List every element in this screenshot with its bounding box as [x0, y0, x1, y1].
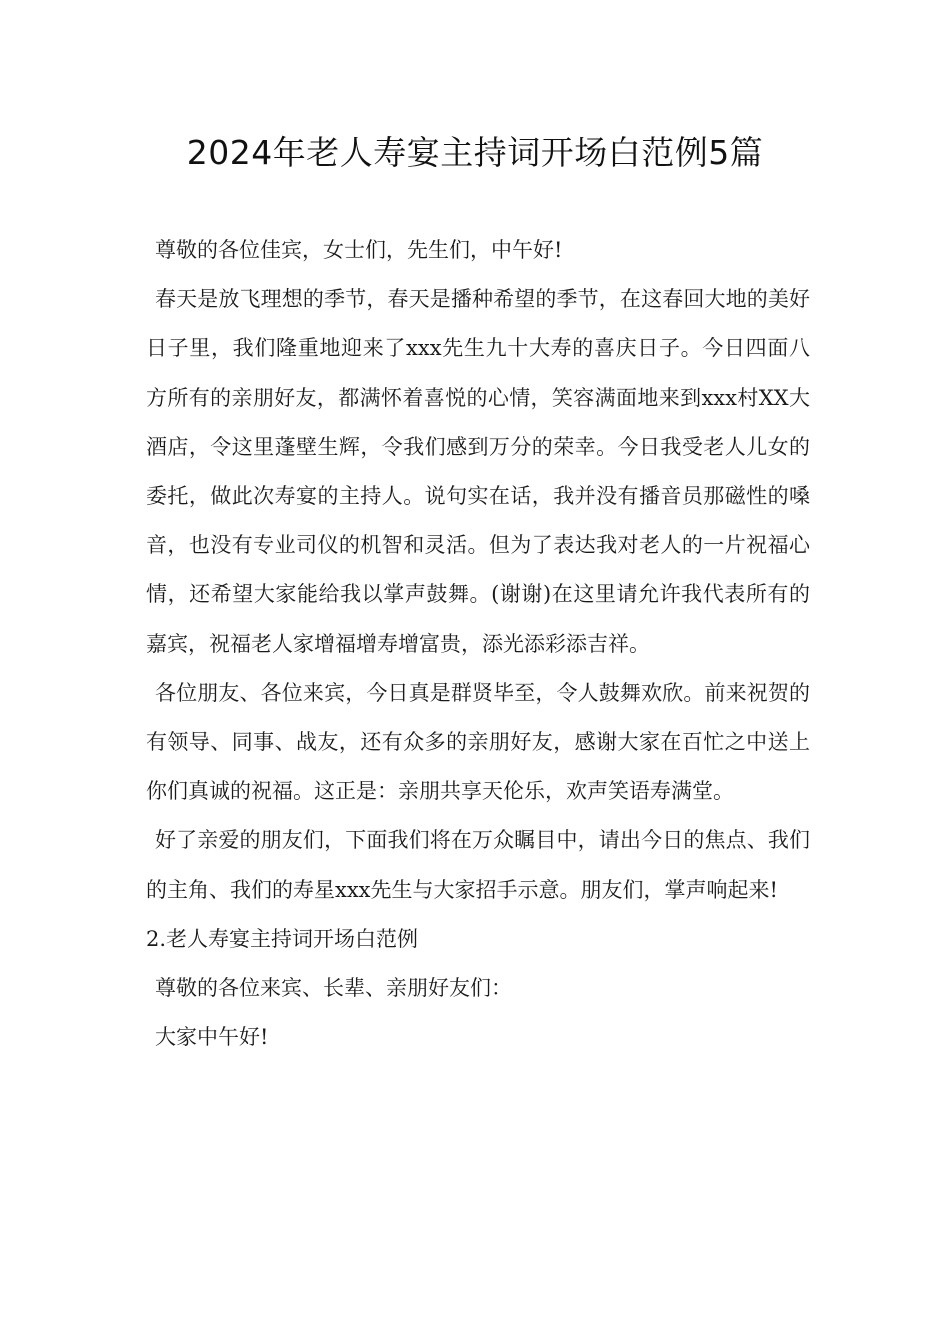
- paragraph-introduction: 好了亲爱的朋友们，下面我们将在万众瞩目中，请出今日的焦点、我们的主角、我们的寿星xxx先生与大家招手示意。朋友们，掌声响起来!: [146, 828, 810, 902]
- paragraph-salutation: 尊敬的各位来宾、长辈、亲朋好友们：: [155, 976, 512, 1001]
- section-heading: 2.老人寿宴主持词开场白范例: [146, 926, 419, 951]
- paragraph-greeting: 尊敬的各位佳宾，女士们，先生们，中午好!: [155, 238, 563, 262]
- paragraph-guests: 各位朋友、各位来宾，今日真是群贤毕至，令人鼓舞欢欣。前来祝贺的有领导、同事、战友，还有众多的亲朋好友，感谢大家在百忙之中送上你们真诚的祝福。这正是：亲朋共享天伦乐，欢声笑语寿满堂。: [146, 680, 810, 804]
- document-title: 2024年老人寿宴主持词开场白范例5篇: [186, 133, 764, 172]
- paragraph-good-noon: 大家中午好!: [155, 1025, 269, 1050]
- document-body: [146, 226, 810, 1062]
- paragraph-opening: 春天是放飞理想的季节，春天是播种希望的季节，在这春回大地的美好日子里，我们隆重地迎来了xxx先生九十大寿的喜庆日子。今日四面八方所有的亲朋好友，都满怀着喜悦的心情，笑容满面地来到xxx村XX大酒店，令这里蓬壁生辉，令我们感到万分的荣幸。今日我受老人儿女的委托，做此次寿宴的主持人。说句实在话，我并没有播音员那磁性的嗓音，也没有专业司仪的机智和灵活。但为了表达我对老人的一片祝福心情，还希望大家能给我以掌声鼓舞。(谢谢)在这里请允许我代表所有的嘉宾，祝福老人家增福增寿增富贵，添光添彩添吉祥。: [146, 287, 810, 656]
